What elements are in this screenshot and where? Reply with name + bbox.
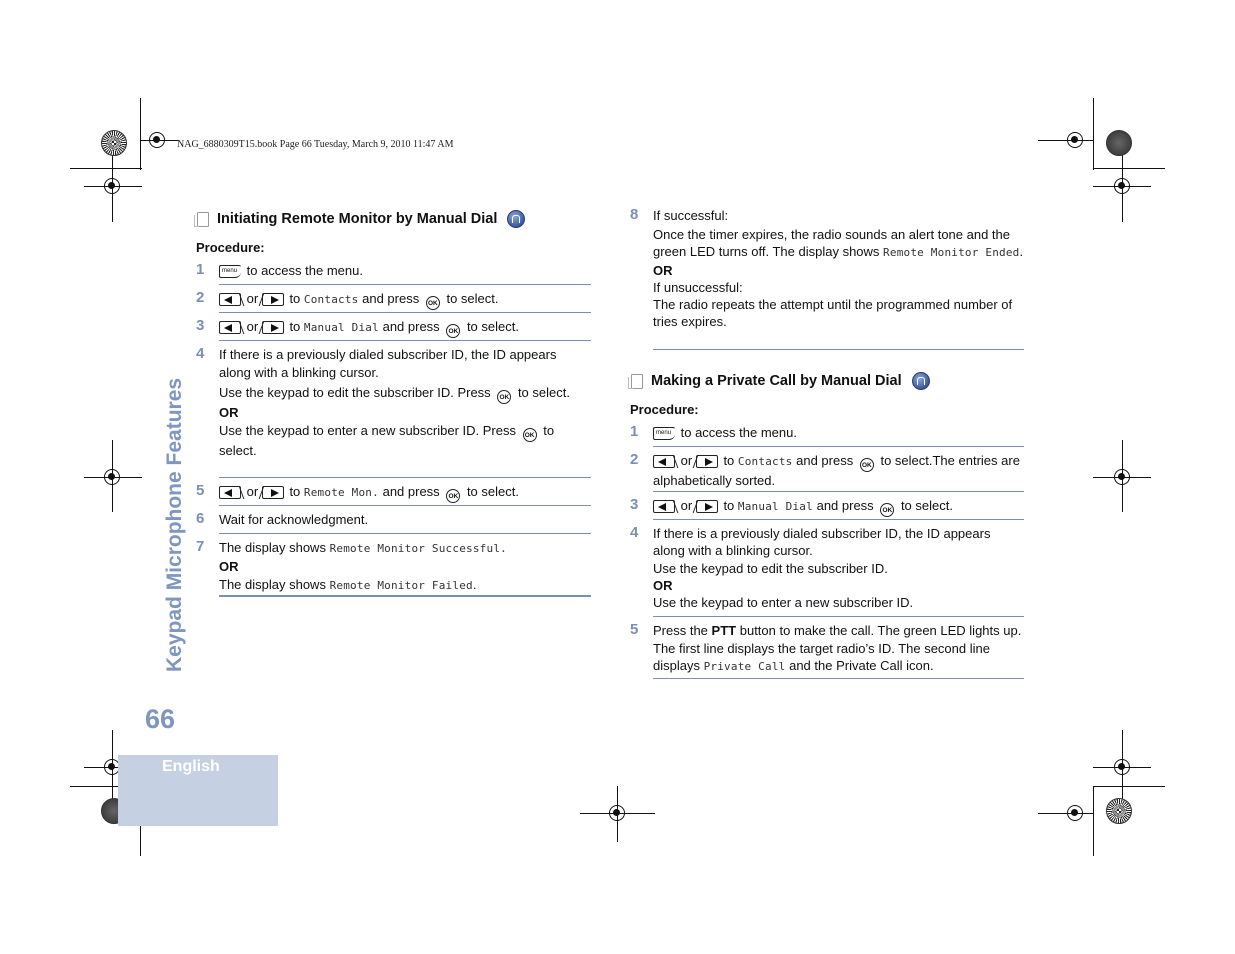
step-divider xyxy=(653,446,1024,447)
step-number: 1 xyxy=(630,423,639,440)
procedure-label: Procedure: xyxy=(630,402,699,417)
step-divider xyxy=(219,505,591,506)
step-8: If successful: Once the timer expires, the radio sounds an alert tone and the green LED turns off. The display shows Remote Monitor Ended. OR If unsuccessful: The radio repeats the attempt until the programmed number of tries expires. xyxy=(653,208,1024,330)
ok-button-icon xyxy=(860,458,874,472)
right-arrow-key-icon xyxy=(262,293,284,306)
step-number: 4 xyxy=(196,345,205,362)
section-title-remote-monitor: Initiating Remote Monitor by Manual Dial xyxy=(197,210,525,228)
language-label: English xyxy=(162,758,220,775)
step-divider xyxy=(219,533,591,534)
step-2: or to Contacts and press OK to select. xyxy=(219,290,591,310)
left-arrow-key-icon xyxy=(653,500,675,513)
right-arrow-key-icon xyxy=(262,486,284,499)
right-arrow-key-icon xyxy=(696,455,718,468)
chapter-side-title: Keypad Microphone Features xyxy=(163,377,186,672)
step-divider xyxy=(219,340,591,341)
step-number: 1 xyxy=(196,261,205,278)
menu-key-icon xyxy=(219,265,241,278)
step-3: or to Manual Dial and press OK to select. xyxy=(653,497,1024,517)
section-marker-icon xyxy=(197,212,209,227)
left-arrow-key-icon xyxy=(219,486,241,499)
step-divider xyxy=(219,312,591,313)
step-divider xyxy=(653,349,1024,350)
step-1: menu to access the menu. xyxy=(653,424,1024,442)
procedure-label: Procedure: xyxy=(196,240,265,255)
step-number: 3 xyxy=(196,317,205,334)
step-4: If there is a previously dialed subscriber ID, the ID appears along with a blinking cursor. Use the keypad to edit the subscriber ID. OR Use the keypad to enter a new subscriber ID. xyxy=(653,526,991,611)
step-number: 7 xyxy=(196,538,205,555)
section-marker-icon xyxy=(631,374,643,389)
step-number: 6 xyxy=(196,510,205,527)
ok-button-icon xyxy=(426,296,440,310)
step-5: or to Remote Mon. and press OK to select. xyxy=(219,483,591,503)
left-arrow-key-icon xyxy=(653,455,675,468)
step-number: 5 xyxy=(196,482,205,499)
step-5: Press the PTT button to make the call. The green LED lights up. The first line displays the target radio’s ID. The second line displays Private Call and the Private Call icon. xyxy=(653,623,1022,673)
ok-button-icon xyxy=(446,324,460,338)
step-divider xyxy=(219,284,591,285)
step-number: 8 xyxy=(630,206,639,223)
step-number: 5 xyxy=(630,621,639,638)
step-number: 2 xyxy=(630,451,639,468)
step-4: If there is a previously dialed subscriber ID, the ID appears along with a blinking cursor. Use the keypad to edit the subscriber ID. Press OK to select. OR Use the keypad to enter a new subscriber ID. Press OK to select. xyxy=(219,346,591,460)
left-arrow-key-icon xyxy=(219,321,241,334)
step-number: 3 xyxy=(630,496,639,513)
ok-button-icon xyxy=(880,503,894,517)
left-arrow-key-icon xyxy=(219,293,241,306)
step-7: The display shows Remote Monitor Successful. OR The display shows Remote Monitor Failed. xyxy=(219,540,507,592)
step-1: menu to access the menu. xyxy=(219,262,591,280)
book-header-line: NAG_6880309T15.book Page 66 Tuesday, March 9, 2010 11:47 AM xyxy=(177,139,454,150)
ok-button-icon xyxy=(497,390,511,404)
section-end-rule xyxy=(653,678,1024,679)
section-title-private-call: Making a Private Call by Manual Dial xyxy=(631,372,930,390)
radio-feature-badge-icon xyxy=(507,210,525,228)
ok-button-icon xyxy=(523,428,537,442)
step-2: or to Contacts and press OK to select.The entries are alphabetically sorted. xyxy=(653,452,1024,490)
step-6: Wait for acknowledgment. xyxy=(219,512,369,527)
right-arrow-key-icon xyxy=(262,321,284,334)
step-number: 4 xyxy=(630,524,639,541)
section-end-rule xyxy=(219,595,591,597)
step-divider xyxy=(653,616,1024,617)
right-arrow-key-icon xyxy=(696,500,718,513)
step-divider xyxy=(653,519,1024,520)
page-number: 66 xyxy=(145,704,176,734)
ok-button-icon xyxy=(446,489,460,503)
step-3: or to Manual Dial and press OK to select. xyxy=(219,318,591,338)
menu-key-icon xyxy=(653,427,675,440)
step-number: 2 xyxy=(196,289,205,306)
step-divider xyxy=(653,491,1024,492)
radio-feature-badge-icon xyxy=(912,372,930,390)
step-divider xyxy=(219,477,591,478)
